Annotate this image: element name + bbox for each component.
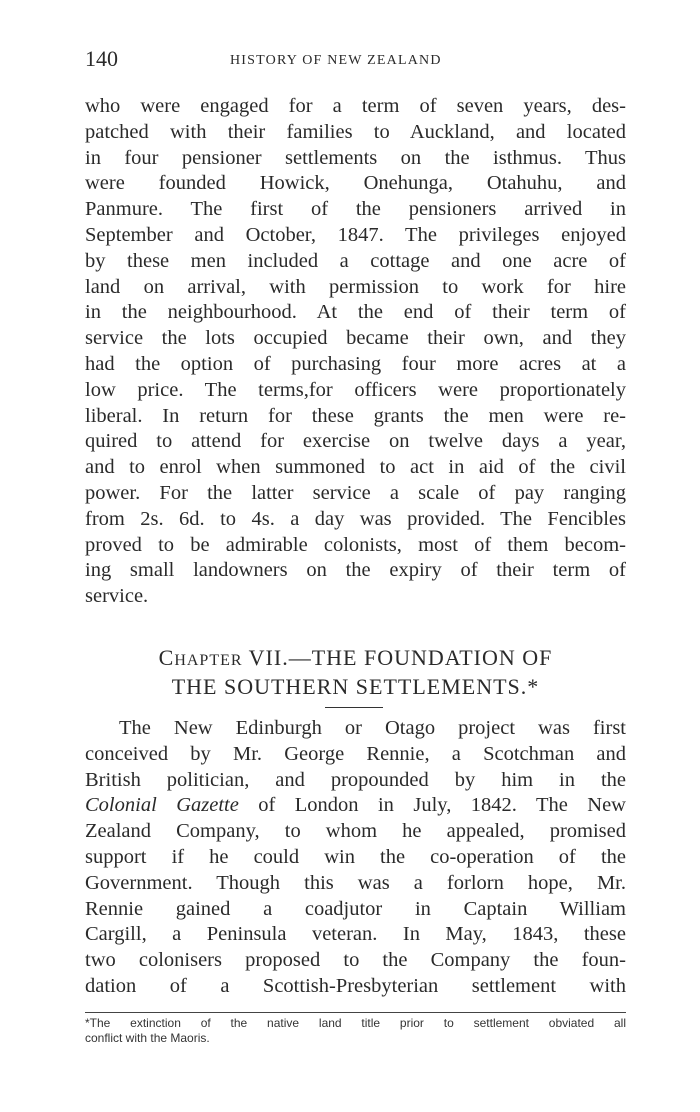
footnote-rule [85, 1012, 626, 1013]
paragraph-line: two colonisers proposed to the Company the foun- [85, 949, 626, 972]
paragraph-line: dation of a Scottish-Presbyterian settlement with [85, 974, 626, 997]
paragraph-line: in four pensioner settlements on the isthmus. Thus [85, 146, 626, 169]
page-number: 140 [85, 46, 118, 71]
paragraph-line: Zealand Company, to whom he appealed, promised [85, 820, 626, 843]
paragraph-line: low price. The terms,for officers were proportionately [85, 378, 626, 401]
paragraph-line: Government. Though this was a forlorn hope, Mr. [85, 871, 626, 894]
chapter-heading-line-2: THE SOUTHERN SETTLEMENTS.* [171, 674, 540, 699]
footnote-line: *The extinction of the native land title prior to settlement obviated all [85, 1016, 626, 1030]
paragraph-line: and to enrol when summoned to act in aid of the civil [85, 456, 626, 479]
paragraph-line: had the option of purchasing four more acres at a [85, 352, 626, 375]
paragraph-line: service the lots occupied became their own, and they [85, 327, 626, 350]
paragraph-line: Cargill, a Peninsula veteran. In May, 1843, these [85, 923, 626, 946]
paragraph-line-rest: of London in July, 1842. The New [238, 794, 626, 817]
paragraph-line: service. [85, 585, 149, 608]
paragraph-line: from 2s. 6d. to 4s. a day was provided. The Fencibles [85, 507, 626, 530]
paragraph-line: power. For the latter service a scale of pay ranging [85, 481, 626, 504]
paragraph-line: conceived by Mr. George Rennie, a Scotchman and [85, 742, 626, 765]
chapter-heading [85, 645, 626, 700]
chapter-word-rest: HAPTER [174, 652, 243, 669]
paragraph-line: in the neighbourhood. At the end of their term of [85, 301, 626, 324]
chapter-word-initial: C [158, 645, 175, 670]
paragraph-line: who were engaged for a term of seven years, des- [85, 95, 626, 117]
chapter-heading-line-1 [85, 645, 626, 674]
body-paragraph-1 [85, 94, 626, 610]
paragraph-line: September and October, 1847. The privileges enjoyed [85, 223, 626, 246]
paragraph-line: were founded Howick, Onehunga, Otahuhu, and [85, 172, 626, 195]
paragraph-line: Rennie gained a coadjutor in Captain William [85, 897, 626, 920]
paragraph-line: liberal. In return for these grants the men were re- [85, 404, 626, 427]
paragraph-line: ing small landowners on the expiry of their term of [85, 559, 626, 582]
paragraph-line: support if he could win the co-operation of the [85, 845, 626, 868]
chapter-title-part-1: VII.—THE FOUNDATION OF [248, 645, 553, 670]
paragraph-line: British politician, and propounded by him in the [85, 768, 626, 791]
body-paragraph-2 [85, 716, 626, 1000]
italic-title: Colonial Gazette [85, 794, 239, 817]
footnote [85, 1016, 626, 1046]
footnote-line: conflict with the Maoris. [85, 1031, 210, 1045]
paragraph-line: The New Edinburgh or Otago project was first [119, 717, 626, 739]
heading-rule [325, 707, 383, 708]
paragraph-line: proved to be admirable colonists, most of them becom- [85, 533, 626, 556]
paragraph-line: land on arrival, with permission to work for hire [85, 275, 626, 298]
paragraph-line: patched with their families to Auckland, and located [85, 120, 626, 143]
page-header [85, 46, 630, 76]
running-head: HISTORY OF NEW ZEALAND [230, 53, 442, 68]
paragraph-line: quired to attend for exercise on twelve days a year, [85, 430, 626, 453]
paragraph-line: by these men included a cottage and one acre of [85, 249, 626, 272]
paragraph-line: Panmure. The first of the pensioners arrived in [85, 198, 626, 221]
paragraph-line [85, 793, 626, 819]
